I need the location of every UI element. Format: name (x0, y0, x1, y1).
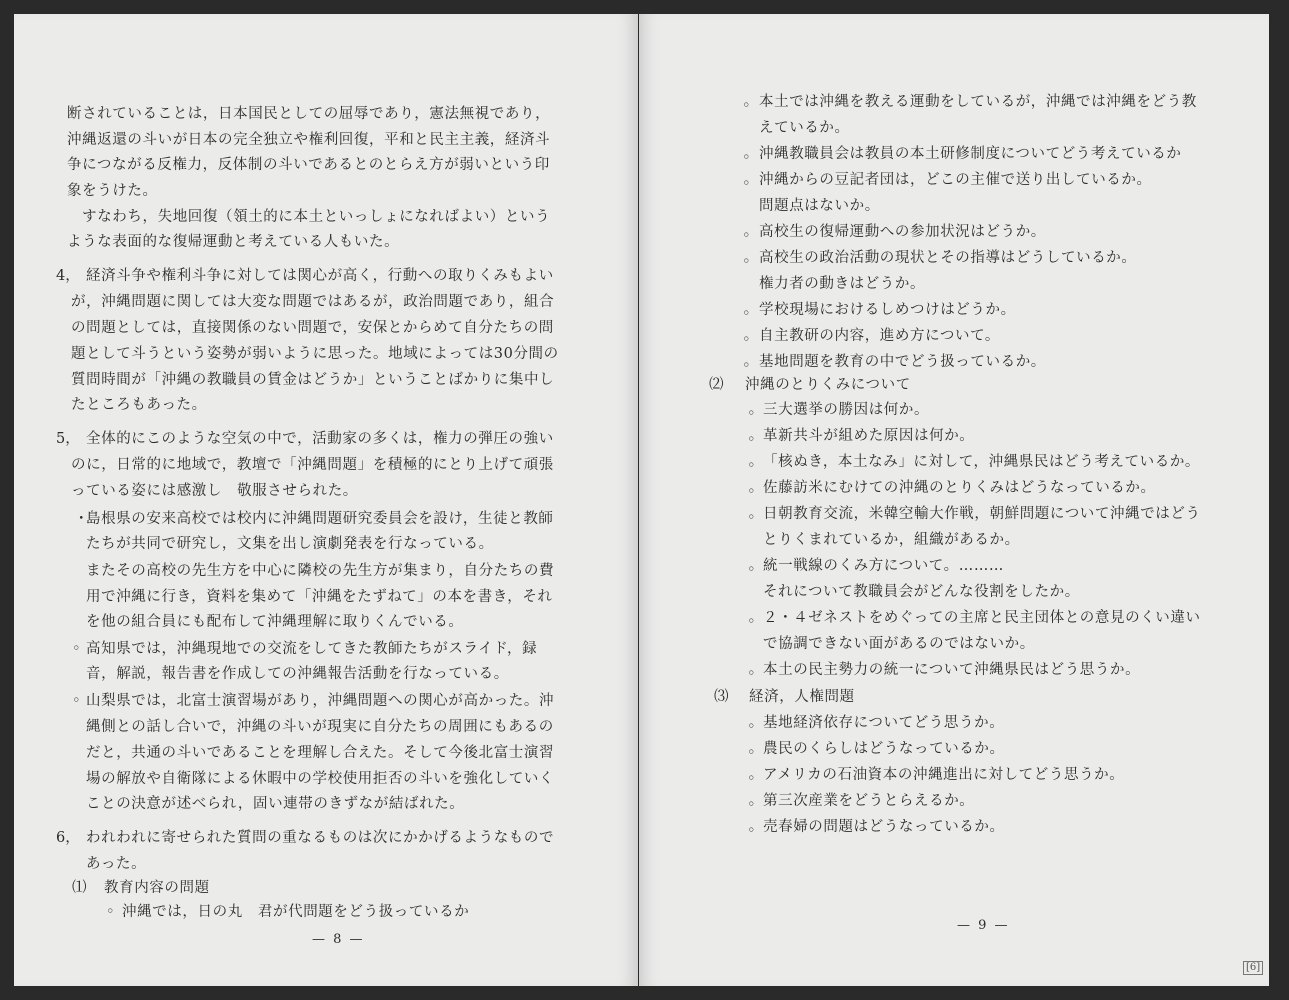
text-line: えているか。 (759, 120, 850, 136)
text-line: 高校生の復帰運動への参加状況はどうか。 (759, 224, 1046, 240)
bullet: ◦ (747, 432, 756, 448)
bullet: ◦ (747, 458, 756, 474)
text-line: 場の解放や自衛隊による休暇中の学校使用拒否の斗いを強化していく (86, 771, 555, 787)
text-line: 自主教研の内容，進め方について。 (759, 328, 1001, 344)
text-line: 学校現場におけるしめつけはどうか。 (759, 302, 1016, 318)
text-line: 本土の民主勢力の統一について沖縄県民はどう思うか。 (763, 662, 1141, 678)
text-line: のに，日常的に地域で，教壇で「沖縄問題」を積極的にとり上げて頑張 (71, 457, 554, 473)
text-line: 島根県の安来高校では校内に沖縄問題研究委員会を設け，生徒と教師 (86, 511, 554, 527)
text-line: 「核ぬき，本土なみ」に対して，沖縄県民はどう考えているか。 (763, 454, 1201, 470)
right-page (639, 14, 1269, 986)
left-page (14, 14, 638, 986)
bullet: ◦ (72, 641, 81, 657)
text-line: 質問時間が「沖縄の教職員の賃金はどうか」ということばかりに集中し (71, 372, 555, 388)
bullet: ◦ (747, 719, 756, 735)
sub-number: ⑵ (709, 377, 724, 393)
text-line: すなわち，失地回復（領土的に本土といっしょになればよい）という (67, 209, 551, 225)
text-line: 統一戦線のくみ方について。……… (763, 558, 1005, 574)
bullet: ◦ (747, 745, 756, 761)
bullet: ◦ (747, 771, 756, 787)
item-number: 6， (56, 830, 80, 846)
sub-number: ⑶ (714, 689, 729, 705)
item-number: 4， (56, 268, 80, 284)
bullet: ◦ (747, 484, 756, 500)
bullet: ◦ (742, 176, 751, 192)
text-line: 佐藤訪米にむけての沖縄のとりくみはどうなっているか。 (763, 480, 1156, 496)
text-line: 象をうけた。 (67, 183, 158, 199)
text-line: 争につながる反権力，反体制の斗いであるとのとらえ方が弱いという印 (67, 157, 550, 173)
text-line: 教育内容の問題 (104, 880, 210, 896)
text-line: 基地経済依存についてどう思うか。 (763, 715, 1005, 731)
text-line: 高校生の政治活動の現状とその指導はどうしているか。 (759, 250, 1137, 266)
sub-number: ⑴ (72, 880, 87, 896)
text-line: 用で沖縄に行き，資料を集めて「沖縄をたずねて」の本を書き，それ (86, 589, 553, 605)
text-line: あった。 (86, 856, 147, 872)
text-line: 沖縄からの豆記者団は，どこの主催で送り出しているか。 (759, 172, 1152, 188)
text-line: それについて教職員会がどんな役割をしたか。 (763, 584, 1080, 600)
text-line: 全体的にこのような空気の中で，活動家の多くは，権力の弾圧の強い (86, 431, 554, 447)
text-line: 権力者の動きはどうか。 (759, 276, 926, 292)
text-line: ことの決意が述べられ，固い連帯のきずなが結ばれた。 (86, 796, 465, 812)
bullet: ◦ (106, 904, 115, 920)
bullet: ・ (74, 511, 89, 527)
text-line: 売春婦の問題はどうなっているか。 (763, 819, 1005, 835)
text-line: で協調できない面があるのではないか。 (763, 636, 1035, 652)
item-number: 5， (56, 431, 80, 447)
text-line: 沖縄返還の斗いが日本の完全独立や権利回復，平和と民主主義，経済斗 (67, 132, 551, 148)
text-line: 山梨県では，北富士演習場があり，沖縄問題への関心が高かった。沖 (86, 693, 555, 709)
text-line: 第三次産業をどうとらえるか。 (763, 793, 975, 809)
bullet: ◦ (747, 562, 756, 578)
text-line: またその高校の先生方を中心に隣校の先生方が集まり，自分たちの費 (86, 563, 555, 579)
text-line: 題として斗うという姿勢が弱いように思った。地域によっては30分間の (71, 346, 559, 362)
text-line: ような表面的な復帰運動と考えている人もいた。 (67, 234, 400, 250)
text-line: 沖縄では，日の丸 君が代問題をどう扱っているか (122, 904, 470, 920)
bullet: ◦ (742, 306, 751, 322)
text-line: が，沖縄問題に関しては大変な問題ではあるが，政治問題であり，組合 (71, 294, 555, 310)
text-line: の問題としては，直接関係のない問題で，安保とからめて自分たちの問 (71, 320, 554, 336)
text-line: 三大選挙の勝因は何か。 (763, 402, 930, 418)
bullet: ◦ (742, 150, 751, 166)
text-line: たちが共同で研究し，文集を出し演劇発表を行なっている。 (86, 536, 494, 552)
bullet: ◦ (742, 254, 751, 270)
text-line: 音，解説，報告書を作成しての沖縄報告活動を行なっている。 (86, 666, 509, 682)
bullet: ◦ (742, 332, 751, 348)
text-line: 沖縄教職員会は教員の本土研修制度についてどう考えているか (759, 146, 1182, 162)
text-line: 断されていることは，日本国民としての屈辱であり，憲法無視であり， (67, 106, 551, 122)
bullet: ◦ (742, 358, 751, 374)
page-number: — 8 — (312, 932, 365, 947)
text-line: だと，共通の斗いであることを理解し合えた。そして今後北富士演習 (86, 745, 555, 761)
text-line: 日朝教育交流，米韓空輸大作戦，朝鮮問題について沖縄ではどう (763, 506, 1201, 522)
bullet: ◦ (742, 98, 751, 114)
text-line: 高知県では，沖縄現地での交流をしてきた教師たちがスライド，録 (86, 641, 538, 657)
text-line: 経済，人権問題 (749, 689, 855, 705)
text-line: 縄側との話し合いで，沖縄の斗いが現実に自分たちの周囲にもあるの (86, 719, 554, 735)
text-line: を他の組合員にも配布して沖縄理解に取りくんでいる。 (86, 614, 464, 630)
text-line: われわれに寄せられた質問の重なるものは次にかかげるようなもので (86, 830, 555, 846)
bullet: ◦ (747, 666, 756, 682)
text-line: とりくまれているか，組織があるか。 (763, 532, 1020, 548)
text-line: 問題点はないか。 (759, 198, 880, 214)
page-number: — 9 — (957, 918, 1010, 933)
text-line: アメリカの石油資本の沖縄進出に対してどう思うか。 (763, 767, 1125, 783)
bullet: ◦ (747, 614, 756, 630)
text-line: っている姿には感激し 敬服させられた。 (71, 483, 358, 499)
text-line: 経済斗争や権利斗争に対しては関心が高く，行動への取りくみもよい (86, 268, 554, 284)
text-line: 本土では沖縄を教える運動をしているが，沖縄では沖縄をどう教 (759, 94, 1197, 110)
bullet: ◦ (747, 797, 756, 813)
text-line: 基地問題を教育の中でどう扱っているか。 (759, 354, 1046, 370)
bullet: ◦ (747, 510, 756, 526)
bullet: ◦ (747, 406, 756, 422)
text-line: 沖縄のとりくみについて (745, 377, 911, 393)
text-line: 農民のくらしはどうなっているか。 (763, 741, 1005, 757)
bullet: ◦ (72, 693, 81, 709)
bullet: ◦ (742, 228, 751, 244)
text-line: 革新共斗が組めた原因は何か。 (763, 428, 975, 444)
text-line: ２・４ゼネストをめぐっての主席と民主団体との意見のくい違い (763, 610, 1201, 626)
bullet: ◦ (747, 823, 756, 839)
archive-tag: [6] (1243, 961, 1263, 975)
text-line: たところもあった。 (71, 397, 207, 413)
